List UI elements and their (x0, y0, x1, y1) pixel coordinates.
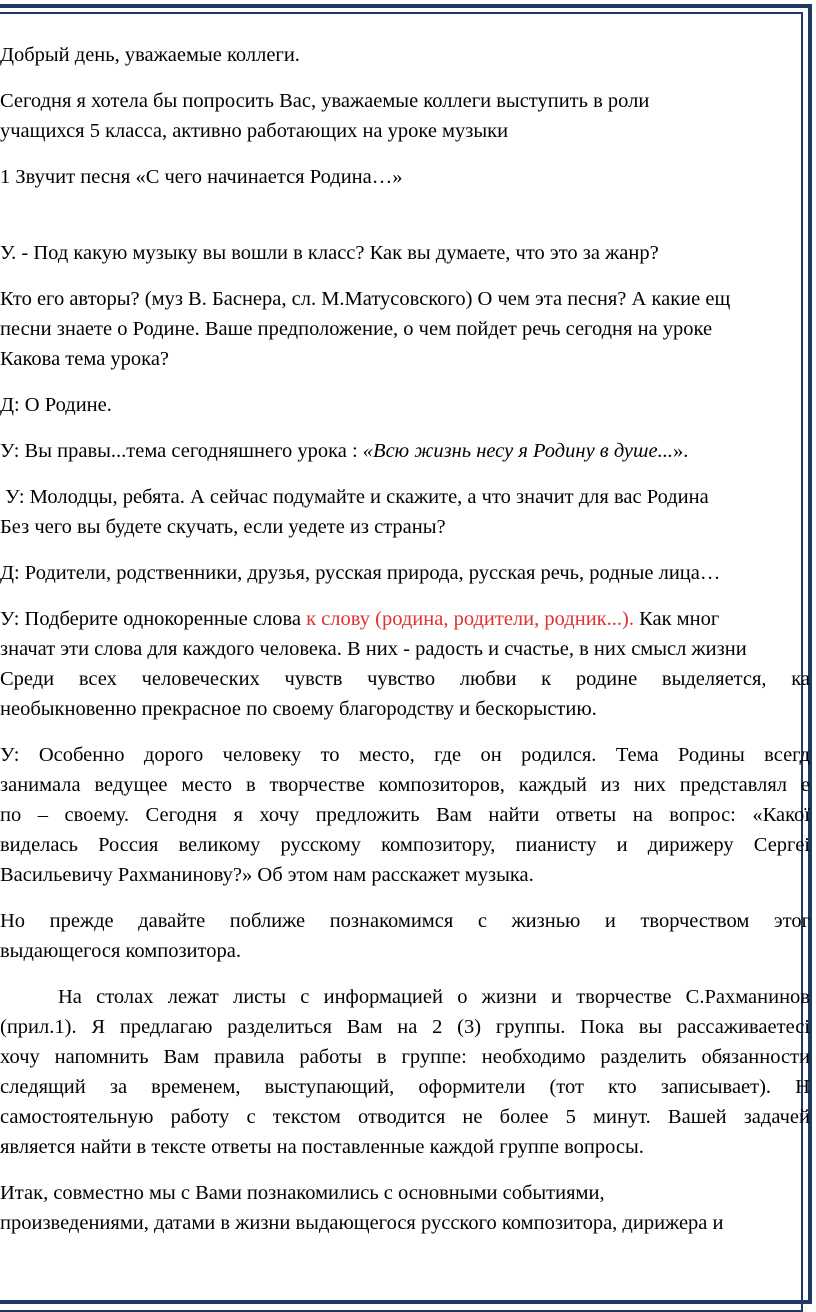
p2-line-4: виделась Россия великому русскому композитору, пианисту и дирижеру Сергеі (0, 834, 810, 856)
song-line: 1 Звучит песня «С чего начинается Родина…» (0, 166, 403, 188)
intro-line-2: учащихся 5 класса, активно работающих на уроке музыки (0, 120, 509, 142)
p3-line-2: выдающегося композитора. (0, 940, 241, 962)
question-3 (0, 482, 810, 542)
highlighted-words: к слову (родина, родители, родник...). (306, 608, 634, 630)
document-body (0, 40, 810, 1254)
question-1: У. - Под какую музыку вы вошли в класс? Как вы думаете, что это за жанр? (0, 242, 659, 264)
q3-line-1: У: Молодцы, ребята. А сейчас подумайте и скажите, а что значит для вас Родина (0, 486, 709, 508)
paragraph-homeland-theme (0, 740, 810, 890)
lesson-topic (0, 436, 810, 466)
p1-line-3: Среди всех человеческих чувств чувство любви к родине выделяется, ка (0, 668, 810, 690)
paragraph-group-work (0, 982, 810, 1162)
question-2 (0, 284, 810, 374)
p4-line-2: (прил.1). Я предлагаю разделиться Вам на 2 (3) группы. Пока вы рассаживаетесі (0, 1016, 810, 1038)
answer-2: Д: Родители, родственники, друзья, русская природа, русская речь, родные лица… (0, 562, 721, 584)
p3-line-1: Но прежде давайте поближе познакомимся с жизнью и творчеством этог (0, 910, 810, 932)
paragraph-related-words (0, 604, 810, 724)
p4-line-5: самостоятельную работу с текстом отводится не более 5 минут. Вашей задачей (0, 1106, 810, 1128)
p2-line-3: по – своему. Сегодня я хочу предложить Вам найти ответы на вопрос: «Какої (0, 804, 810, 826)
q2-line-3: Какова тема урока? (0, 348, 170, 370)
paragraph-biography-intro (0, 906, 810, 966)
p1-text-b: Как мног (633, 608, 720, 630)
q3-line-2: Без чего вы будете скучать, если уедете из страны? (0, 516, 446, 538)
topic-title: «Всю жизнь несу я Родину в душе... (362, 440, 673, 462)
q2-line-1: Кто его авторы? (муз В. Баснера, сл. М.Матусовского) О чем эта песня? А какие ещ (0, 288, 731, 310)
answer-1: Д: О Родине. (0, 394, 112, 416)
p2-line-1: У: Особенно дорого человеку то место, где он родился. Тема Родины всегд (0, 744, 810, 766)
topic-prefix: У: Вы правы...тема сегодняшнего урока : (0, 440, 363, 462)
topic-suffix: ». (672, 440, 689, 462)
p4-line-1: На столах лежат листы с информацией о жизни и творчестве С.Рахманинов (58, 986, 810, 1008)
p1-line-1 (0, 604, 810, 634)
intro-line-1: Сегодня я хотела бы попросить Вас, уважаемые коллеги выступить в роли (0, 90, 650, 112)
p1-line-2: значат эти слова для каждого человека. В них - радость и счастье, в них смысл жизни (0, 638, 747, 660)
p2-line-5: Васильевичу Рахманинову?» Об этом нам расскажет музыка. (0, 864, 534, 886)
q2-line-2: песни знаете о Родине. Ваше предположение, о чем пойдет речь сегодня на уроке (0, 318, 713, 340)
p1-line-4: необыкновенно прекрасное по своему благородству и бескорыстию. (0, 698, 597, 720)
paragraph-summary (0, 1178, 810, 1238)
p5-line-1: Итак, совместно мы с Вами познакомились с основными событиями, (0, 1182, 605, 1204)
p5-line-2: произведениями, датами в жизни выдающегося русского композитора, дирижера и (0, 1212, 724, 1234)
p2-line-2: занимала ведущее место в творчестве композиторов, каждый из них представлял е (0, 774, 810, 796)
greeting: Добрый день, уважаемые коллеги. (0, 44, 300, 66)
p4-line-6: является найти в тексте ответы на поставленные каждой группе вопросы. (0, 1136, 644, 1158)
p1-text-a: У: Подберите однокоренные слова (0, 608, 307, 630)
p4-line-4: следящий за временем, выступающий, оформители (тот кто записывает). Н (0, 1076, 810, 1098)
intro-paragraph (0, 86, 810, 146)
p4-line-3: хочу напомнить Вам правила работы в группе: необходимо разделить обязанности (0, 1046, 810, 1068)
